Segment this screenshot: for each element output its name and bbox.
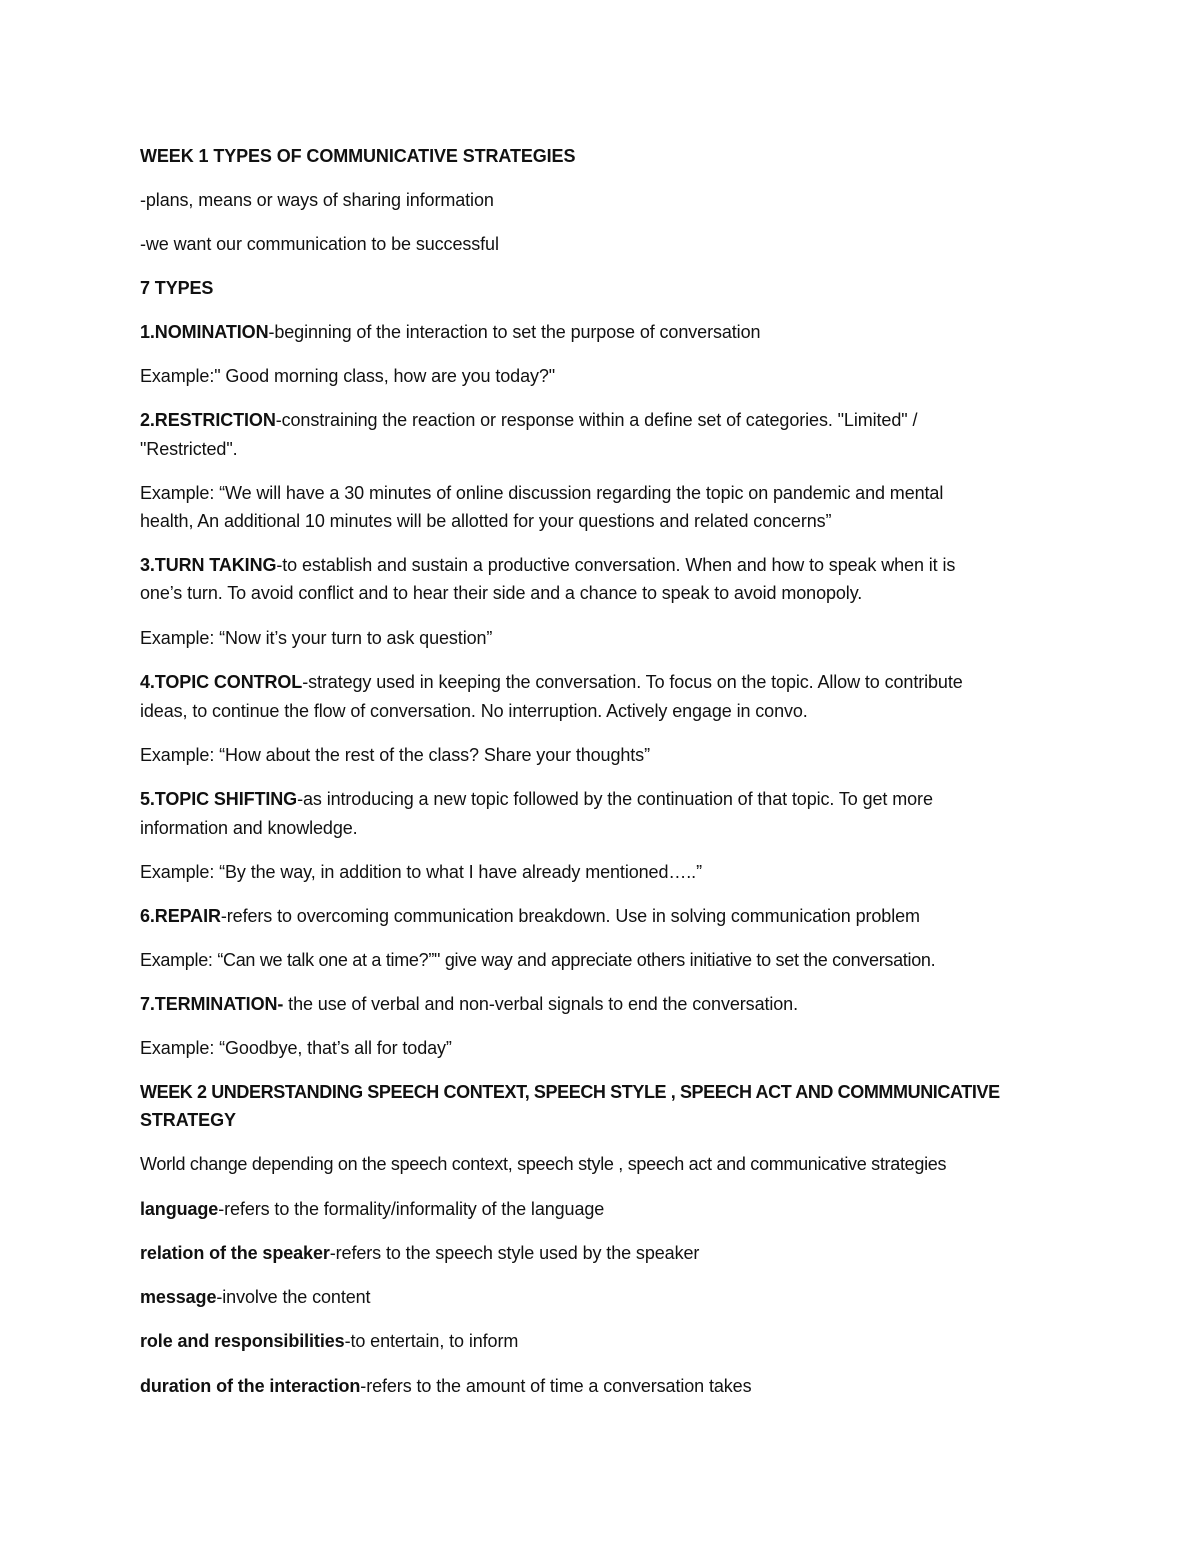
item-definition: -to establish and sustain a productive conversation. When and how to speak when it is xyxy=(276,555,956,575)
item-term: 7.TERMINATION- xyxy=(140,994,284,1014)
item-example: Example:" Good morning class, how are you today?" xyxy=(140,366,556,386)
item-definition-continued: information and knowledge. xyxy=(140,818,358,838)
item-example: Example: “By the way, in addition to what I have already mentioned…..” xyxy=(140,862,702,882)
item-definition: -strategy used in keeping the conversation. To focus on the topic. Allow to contribute xyxy=(302,672,963,692)
item-example-continued: health, An additional 10 minutes will be allotted for your questions and related concerns” xyxy=(140,511,832,531)
item-term: message xyxy=(140,1287,217,1307)
week1-intro-2: -we want our communication to be successful xyxy=(140,234,499,254)
item-definition: -refers to the amount of time a conversation takes xyxy=(360,1376,752,1396)
item-term: 2.RESTRICTION xyxy=(140,410,276,430)
item-restriction xyxy=(140,406,917,434)
item-definition: -as introducing a new topic followed by the continuation of that topic. To get more xyxy=(297,789,933,809)
item-definition: the use of verbal and non-verbal signals to end the conversation. xyxy=(283,994,798,1014)
item-turn-taking xyxy=(140,551,955,579)
context-item-message xyxy=(140,1283,370,1311)
item-topic-control xyxy=(140,668,963,696)
item-example: Example: “Now it’s your turn to ask question” xyxy=(140,628,493,648)
item-definition: -refers to overcoming communication breakdown. Use in solving communication problem xyxy=(220,906,920,926)
item-term: relation of the speaker xyxy=(140,1243,330,1263)
week2-heading-continued: STRATEGY xyxy=(140,1110,236,1130)
item-example: Example: “Can we talk one at a time?”" give way and appreciate others initiative to set the conversation. xyxy=(140,950,936,970)
item-definition-continued: ideas, to continue the flow of conversation. No interruption. Actively engage in convo. xyxy=(140,701,808,721)
item-nomination xyxy=(140,318,760,346)
week2-heading: WEEK 2 UNDERSTANDING SPEECH CONTEXT, SPEECH STYLE , SPEECH ACT AND COMMMUNICATIVE xyxy=(140,1082,1000,1102)
week1-heading: WEEK 1 TYPES OF COMMUNICATIVE STRATEGIES xyxy=(140,146,576,166)
item-term: 3.TURN TAKING xyxy=(140,555,277,575)
item-term: 4.TOPIC CONTROL xyxy=(140,672,303,692)
item-definition: -to entertain, to inform xyxy=(344,1331,519,1351)
context-item-language xyxy=(140,1195,604,1223)
context-item-role xyxy=(140,1327,518,1355)
item-term: duration of the interaction xyxy=(140,1376,361,1396)
item-term: 1.NOMINATION xyxy=(140,322,269,342)
item-definition: -involve the content xyxy=(216,1287,371,1307)
types-heading: 7 TYPES xyxy=(140,278,214,298)
context-item-duration xyxy=(140,1372,752,1400)
week2-intro: World change depending on the speech context, speech style , speech act and communicative strategies xyxy=(140,1154,947,1174)
item-topic-shifting xyxy=(140,785,933,813)
item-definition: -refers to the speech style used by the speaker xyxy=(329,1243,700,1263)
item-term: 5.TOPIC SHIFTING xyxy=(140,789,298,809)
item-term: role and responsibilities xyxy=(140,1331,345,1351)
week1-intro-1: -plans, means or ways of sharing information xyxy=(140,190,494,210)
item-example: Example: “We will have a 30 minutes of online discussion regarding the topic on pandemic and mental xyxy=(140,483,944,503)
item-term: language xyxy=(140,1199,219,1219)
item-example: Example: “How about the rest of the class? Share your thoughts” xyxy=(140,745,650,765)
item-example: Example: “Goodbye, that’s all for today” xyxy=(140,1038,452,1058)
item-repair xyxy=(140,902,920,930)
item-termination xyxy=(140,990,798,1018)
item-definition: -refers to the formality/informality of the language xyxy=(218,1199,605,1219)
item-definition: -constraining the reaction or response within a define set of categories. "Limited" / xyxy=(275,410,918,430)
item-definition-continued: "Restricted". xyxy=(140,439,238,459)
item-definition-continued: one’s turn. To avoid conflict and to hear their side and a chance to speak to avoid monopoly. xyxy=(140,583,863,603)
item-definition: -beginning of the interaction to set the purpose of conversation xyxy=(268,322,761,342)
item-term: 6.REPAIR xyxy=(140,906,221,926)
context-item-relation xyxy=(140,1239,699,1267)
